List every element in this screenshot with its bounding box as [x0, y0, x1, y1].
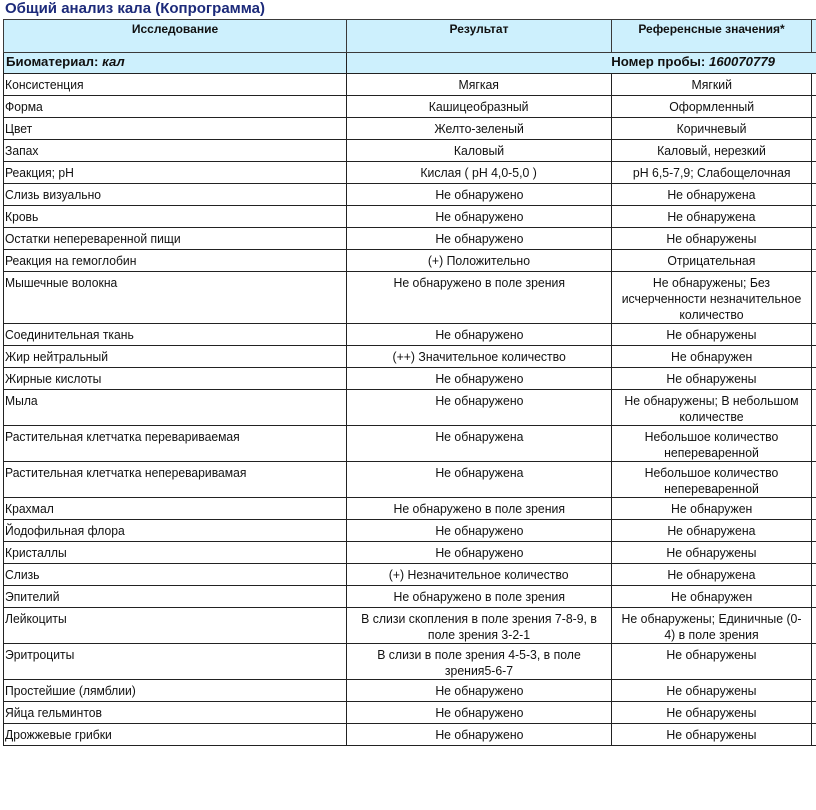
- reference-text: Не обнаружены: [666, 683, 757, 698]
- extra-cell: [812, 140, 816, 162]
- table-row: [4, 390, 816, 426]
- extra-cell: [812, 272, 816, 324]
- result-text: Не обнаружено: [434, 545, 524, 560]
- extra-cell: [812, 96, 816, 118]
- result-cell: [347, 206, 612, 228]
- test-name-text: Консистенция: [5, 77, 84, 92]
- reference-text: Коричневый: [676, 121, 747, 136]
- table-row: [4, 426, 816, 462]
- test-name-cell: [4, 498, 347, 520]
- test-name-text: Цвет: [5, 121, 33, 136]
- result-cell: [347, 542, 612, 564]
- reference-cell: [612, 228, 812, 250]
- table-row: [4, 118, 816, 140]
- extra-cell: [812, 206, 816, 228]
- test-name-cell: [4, 426, 347, 462]
- table-row: [4, 680, 816, 702]
- reference-text: Не обнаружены: [666, 327, 757, 342]
- extra-cell: [812, 608, 816, 644]
- test-name-cell: [4, 542, 347, 564]
- test-name-text: Остатки непереваренной пищи: [5, 231, 181, 246]
- reference-text: Не обнаружены; Единичные (0-4) в поле зрения: [621, 611, 802, 642]
- sample-number-value: 160070779: [708, 54, 775, 69]
- test-name-text: Реакция; pH: [5, 165, 74, 180]
- test-name-cell: [4, 118, 347, 140]
- column-header-extra: [812, 20, 816, 53]
- test-name-cell: [4, 702, 347, 724]
- result-cell: [347, 564, 612, 586]
- result-text: Не обнаружено: [434, 705, 524, 720]
- reference-cell: [612, 74, 812, 96]
- result-cell: [347, 498, 612, 520]
- table-row: [4, 542, 816, 564]
- reference-cell: [612, 184, 812, 206]
- result-text: Не обнаружено: [434, 187, 524, 202]
- sample-number-cell: [347, 53, 816, 74]
- reference-cell: [612, 206, 812, 228]
- reference-text: Не обнаружены: [666, 705, 757, 720]
- results-table: [3, 19, 816, 746]
- test-name-text: Слизь: [5, 567, 40, 582]
- table-row: [4, 498, 816, 520]
- test-name-cell: [4, 96, 347, 118]
- reference-cell: [612, 390, 812, 426]
- result-text: Каловый: [453, 143, 505, 158]
- reference-text: pH 6,5-7,9; Слабощелочная: [632, 165, 791, 180]
- table-row: [4, 74, 816, 96]
- result-text: Не обнаружено: [434, 371, 524, 386]
- result-cell: [347, 272, 612, 324]
- extra-cell: [812, 644, 816, 680]
- table-row: [4, 368, 816, 390]
- reference-text: Каловый, нерезкий: [657, 143, 766, 158]
- reference-text: Мягкий: [691, 77, 732, 92]
- test-name-cell: [4, 724, 347, 746]
- extra-cell: [812, 162, 816, 184]
- result-text: Не обнаружено в поле зрения: [393, 501, 565, 516]
- reference-cell: [612, 346, 812, 368]
- test-name-text: Эритроциты: [5, 647, 75, 662]
- result-cell: [347, 390, 612, 426]
- reference-cell: [612, 96, 812, 118]
- test-name-text: Яйца гельминтов: [5, 705, 102, 720]
- table-row: [4, 520, 816, 542]
- result-cell: [347, 724, 612, 746]
- test-name-cell: [4, 162, 347, 184]
- table-row: [4, 724, 816, 746]
- test-name-text: Жирные кислоты: [5, 371, 102, 386]
- result-cell: [347, 324, 612, 346]
- result-text: (++) Значительное количество: [392, 349, 566, 364]
- test-name-text: Запах: [5, 143, 39, 158]
- result-cell: [347, 462, 612, 498]
- table-row: [4, 184, 816, 206]
- result-text: Не обнаружено: [434, 393, 524, 408]
- reference-text: Не обнаружена: [667, 567, 756, 582]
- reference-cell: [612, 564, 812, 586]
- result-cell: [347, 228, 612, 250]
- table-row: [4, 140, 816, 162]
- result-text: Кашицеобразный: [429, 99, 529, 114]
- reference-cell: [612, 702, 812, 724]
- reference-cell: [612, 250, 812, 272]
- table-row: [4, 608, 816, 644]
- reference-text: Не обнаружен: [670, 349, 753, 364]
- reference-cell: [612, 462, 812, 498]
- results-body: [4, 74, 816, 746]
- test-name-cell: [4, 390, 347, 426]
- reference-cell: [612, 118, 812, 140]
- reference-cell: [612, 520, 812, 542]
- biomaterial-value: кал: [102, 54, 125, 69]
- reference-text: Небольшое количество непереваренной: [644, 465, 779, 496]
- result-cell: [347, 702, 612, 724]
- reference-cell: [612, 644, 812, 680]
- extra-cell: [812, 586, 816, 608]
- result-text: Не обнаружено в поле зрения: [393, 589, 565, 604]
- test-name-text: Крахмал: [5, 501, 54, 516]
- reference-cell: [612, 140, 812, 162]
- test-name-text: Дрожжевые грибки: [5, 727, 112, 742]
- result-text: (+) Незначительное количество: [389, 567, 569, 582]
- result-text: Не обнаружено: [434, 327, 524, 342]
- test-name-cell: [4, 644, 347, 680]
- test-name-text: Слизь визуально: [5, 187, 102, 202]
- test-name-text: Мышечные волокна: [5, 275, 118, 290]
- reference-cell: [612, 324, 812, 346]
- test-name-text: Мыла: [5, 393, 38, 408]
- result-text: Не обнаружено: [434, 209, 524, 224]
- reference-text: Не обнаружены: [666, 727, 757, 742]
- extra-cell: [812, 426, 816, 462]
- table-row: [4, 586, 816, 608]
- reference-text: Не обнаружены: [666, 545, 757, 560]
- test-name-cell: [4, 608, 347, 644]
- table-row: [4, 644, 816, 680]
- extra-cell: [812, 368, 816, 390]
- reference-cell: [612, 542, 812, 564]
- extra-cell: [812, 228, 816, 250]
- extra-cell: [812, 542, 816, 564]
- extra-cell: [812, 724, 816, 746]
- test-name-cell: [4, 228, 347, 250]
- reference-cell: [612, 272, 812, 324]
- result-cell: [347, 586, 612, 608]
- test-name-cell: [4, 586, 347, 608]
- reference-cell: [612, 498, 812, 520]
- result-text: Не обнаружена: [434, 429, 524, 444]
- extra-cell: [812, 498, 816, 520]
- test-name-cell: [4, 74, 347, 96]
- result-cell: [347, 162, 612, 184]
- table-header-row: [4, 20, 816, 53]
- result-text: Не обнаружено: [434, 523, 524, 538]
- column-header-test: Исследование: [4, 20, 347, 53]
- extra-cell: [812, 250, 816, 272]
- reference-cell: [612, 680, 812, 702]
- table-row: [4, 228, 816, 250]
- reference-text: Не обнаружена: [667, 523, 756, 538]
- result-cell: [347, 520, 612, 542]
- reference-text: Не обнаружены: [666, 647, 757, 662]
- table-row: [4, 462, 816, 498]
- sample-number-label: Номер пробы:: [611, 54, 706, 69]
- reference-text: Не обнаружены; В небольшом количестве: [624, 393, 799, 424]
- result-cell: [347, 96, 612, 118]
- result-cell: [347, 118, 612, 140]
- result-text: Не обнаружено: [434, 231, 524, 246]
- reference-text: Не обнаружены: [666, 371, 757, 386]
- result-text: В слизи скопления в поле зрения 7-8-9, в поле зрения 3-2-1: [361, 611, 597, 642]
- reference-text: Не обнаружена: [667, 209, 756, 224]
- reference-cell: [612, 586, 812, 608]
- result-cell: [347, 140, 612, 162]
- result-cell: [347, 426, 612, 462]
- reference-text: Не обнаружен: [670, 501, 753, 516]
- table-row: [4, 564, 816, 586]
- table-row: [4, 162, 816, 184]
- test-name-text: Кровь: [5, 209, 39, 224]
- reference-text: Не обнаружены; Без исчерченности незначительное количество: [621, 275, 802, 322]
- reference-text: Не обнаружен: [670, 589, 753, 604]
- test-name-text: Кристаллы: [5, 545, 67, 560]
- test-name-text: Эпителий: [5, 589, 60, 604]
- reference-text: Отрицательная: [667, 253, 756, 268]
- reference-text: Небольшое количество непереваренной: [644, 429, 779, 460]
- document-title: Общий анализ кала (Копрограмма): [5, 0, 265, 17]
- table-row: [4, 702, 816, 724]
- table-row: [4, 250, 816, 272]
- reference-cell: [612, 368, 812, 390]
- test-name-cell: [4, 368, 347, 390]
- test-name-cell: [4, 520, 347, 542]
- biomaterial-cell: [4, 53, 347, 74]
- test-name-cell: [4, 680, 347, 702]
- result-text: Не обнаружена: [434, 465, 524, 480]
- test-name-text: Лейкоциты: [5, 611, 67, 626]
- test-name-text: Форма: [5, 99, 43, 114]
- extra-cell: [812, 390, 816, 426]
- test-name-cell: [4, 184, 347, 206]
- result-cell: [347, 184, 612, 206]
- table-row: [4, 346, 816, 368]
- test-name-cell: [4, 324, 347, 346]
- result-text: Мягкая: [458, 77, 500, 92]
- extra-cell: [812, 680, 816, 702]
- result-text: Не обнаружено в поле зрения: [393, 275, 565, 290]
- table-row: [4, 272, 816, 324]
- test-name-text: Реакция на гемоглобин: [5, 253, 137, 268]
- test-name-cell: [4, 250, 347, 272]
- extra-cell: [812, 184, 816, 206]
- result-text: (+) Положительно: [427, 253, 531, 268]
- test-name-cell: [4, 564, 347, 586]
- result-cell: [347, 680, 612, 702]
- table-row: [4, 206, 816, 228]
- test-name-cell: [4, 206, 347, 228]
- test-name-text: Простейшие (лямблии): [5, 683, 136, 698]
- result-text: Не обнаружено: [434, 683, 524, 698]
- result-cell: [347, 608, 612, 644]
- reference-cell: [612, 162, 812, 184]
- result-text: Не обнаружено: [434, 727, 524, 742]
- reference-text: Оформленный: [669, 99, 754, 114]
- table-row: [4, 324, 816, 346]
- test-name-cell: [4, 462, 347, 498]
- result-cell: [347, 74, 612, 96]
- extra-cell: [812, 564, 816, 586]
- test-name-text: Растительная клетчатка перевариваемая: [5, 429, 240, 444]
- column-header-result: Результат: [347, 20, 612, 53]
- test-name-text: Йодофильная флора: [5, 523, 125, 538]
- biomaterial-label: Биоматериал:: [6, 54, 99, 69]
- test-name-cell: [4, 346, 347, 368]
- extra-cell: [812, 324, 816, 346]
- extra-cell: [812, 520, 816, 542]
- result-text: Желто-зеленый: [434, 121, 524, 136]
- result-cell: [347, 250, 612, 272]
- result-text: Кислая ( pH 4,0-5,0 ): [420, 165, 538, 180]
- column-header-reference: Референсные значения*: [612, 20, 812, 53]
- result-cell: [347, 644, 612, 680]
- biomaterial-row: [4, 53, 816, 74]
- reference-cell: [612, 426, 812, 462]
- result-text: В слизи в поле зрения 4-5-3, в поле зрения5-6-7: [377, 647, 581, 678]
- reference-text: Не обнаружены: [666, 231, 757, 246]
- table-row: [4, 96, 816, 118]
- extra-cell: [812, 74, 816, 96]
- reference-text: Не обнаружена: [667, 187, 756, 202]
- test-name-text: Растительная клетчатка непереваривамая: [5, 465, 247, 480]
- extra-cell: [812, 118, 816, 140]
- test-name-cell: [4, 140, 347, 162]
- reference-cell: [612, 724, 812, 746]
- reference-cell: [612, 608, 812, 644]
- result-cell: [347, 346, 612, 368]
- test-name-text: Жир нейтральный: [5, 349, 108, 364]
- result-cell: [347, 368, 612, 390]
- extra-cell: [812, 346, 816, 368]
- test-name-cell: [4, 272, 347, 324]
- extra-cell: [812, 702, 816, 724]
- extra-cell: [812, 462, 816, 498]
- test-name-text: Соединительная ткань: [5, 327, 134, 342]
